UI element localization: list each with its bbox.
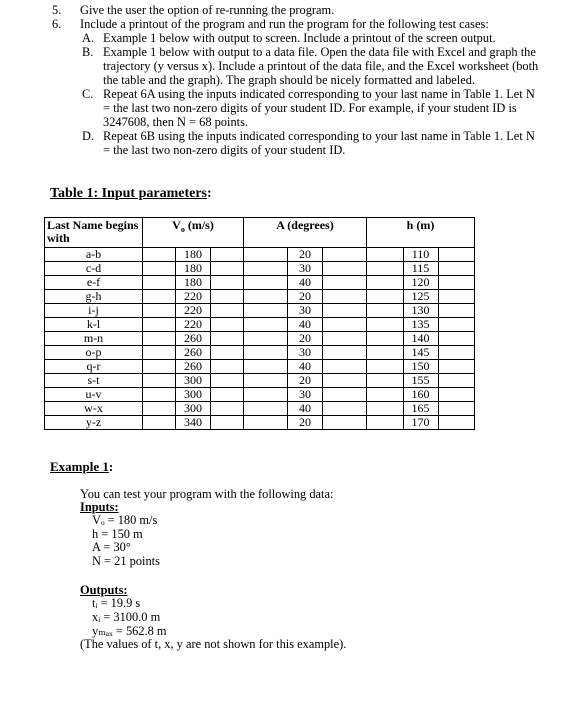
input-parameters-table (44, 217, 475, 430)
subitem-c-line: = the last two non-zero digits of your student ID. For example, if your student ID is (103, 101, 517, 115)
cell-last-name: w-x (45, 402, 143, 416)
cell-angle-value: 40 (287, 360, 323, 373)
cell-angle-value: 40 (287, 318, 323, 331)
output-note: (The values of t, x, y are not shown for this example). (80, 637, 347, 651)
cell-last-name: m-n (45, 332, 143, 346)
cell-angle (244, 346, 367, 360)
cell-height-value: 110 (403, 248, 439, 261)
cell-velocity (143, 318, 244, 332)
cell-velocity (143, 276, 244, 290)
subitem-b-letter: B. (82, 45, 94, 59)
cell-height (367, 402, 475, 416)
cell-angle (244, 360, 367, 374)
input-velocity: Vₒ = 180 m/s (92, 513, 158, 527)
cell-angle-value: 20 (287, 248, 323, 261)
cell-last-name: c-d (45, 262, 143, 276)
cell-angle-value: 20 (287, 416, 323, 429)
cell-angle (244, 248, 367, 262)
table-title (50, 187, 212, 201)
cell-height-value: 120 (403, 276, 439, 289)
cell-height (367, 318, 475, 332)
cell-angle (244, 374, 367, 388)
table-row (45, 276, 475, 290)
cell-velocity (143, 248, 244, 262)
subitem-d-line: = the last two non-zero digits of your student ID. (103, 143, 346, 157)
cell-velocity (143, 290, 244, 304)
cell-velocity-value: 340 (175, 416, 211, 429)
example-title-text: Example 1 (50, 459, 109, 474)
header-velocity-unit: (m/s) (184, 218, 214, 232)
cell-velocity (143, 402, 244, 416)
cell-velocity-value: 180 (175, 276, 211, 289)
cell-height (367, 248, 475, 262)
table-row (45, 304, 475, 318)
subitem-b-line: Example 1 below with output to a data file. Open the data file with Excel and graph the (103, 45, 536, 59)
cell-angle (244, 332, 367, 346)
table-header-row (45, 218, 475, 248)
example-title-colon: : (108, 459, 114, 474)
output-ymax: yₘₐₓ = 562.8 m (92, 624, 167, 638)
subitem-c-letter: C. (82, 87, 94, 101)
cell-height-value: 170 (403, 416, 439, 429)
cell-velocity-value: 180 (175, 262, 211, 275)
table-row (45, 374, 475, 388)
cell-height-value: 150 (403, 360, 439, 373)
header-velocity-symbol: V (172, 218, 181, 232)
cell-last-name: u-v (45, 388, 143, 402)
subitem-b-line: the table and the graph). The graph should be nicely formatted and labeled. (103, 73, 476, 87)
cell-height (367, 416, 475, 430)
input-height: h = 150 m (92, 527, 143, 541)
cell-angle-value: 40 (287, 402, 323, 415)
cell-last-name: g-h (45, 290, 143, 304)
cell-angle-value: 30 (287, 304, 323, 317)
cell-angle (244, 262, 367, 276)
table-row (45, 388, 475, 402)
header-velocity (143, 218, 244, 248)
cell-height (367, 304, 475, 318)
cell-height-value: 165 (403, 402, 439, 415)
header-last-name: Last Name begins with (45, 218, 143, 248)
cell-velocity (143, 360, 244, 374)
example-title (50, 460, 113, 474)
output-x: xᵢ = 3100.0 m (92, 610, 161, 624)
item-6-text: Include a printout of the program and run the program for the following test cases: (80, 17, 489, 31)
subitem-d-letter: D. (82, 129, 95, 143)
cell-velocity-value: 300 (175, 388, 211, 401)
cell-last-name: s-t (45, 374, 143, 388)
subitem-a-letter: A. (82, 31, 95, 45)
cell-angle (244, 416, 367, 430)
cell-velocity-value: 300 (175, 374, 211, 387)
subitem-c-line: Repeat 6A using the inputs indicated corresponding to your last name in Table 1. Let N (103, 87, 535, 101)
subitem-a-line: Example 1 below with output to screen. Include a printout of the screen output. (103, 31, 496, 45)
input-points: N = 21 points (92, 554, 160, 568)
cell-height (367, 262, 475, 276)
cell-angle (244, 388, 367, 402)
cell-angle-value: 30 (287, 346, 323, 359)
cell-height (367, 346, 475, 360)
cell-velocity-value: 220 (175, 318, 211, 331)
table-row (45, 402, 475, 416)
header-angle: A (degrees) (244, 218, 367, 248)
cell-velocity (143, 332, 244, 346)
cell-angle (244, 276, 367, 290)
cell-height (367, 332, 475, 346)
cell-angle-value: 30 (287, 388, 323, 401)
example-intro: You can test your program with the following data: (80, 487, 334, 501)
table-row (45, 416, 475, 430)
cell-angle-value: 20 (287, 290, 323, 303)
output-time: tᵢ = 19.9 s (92, 596, 141, 610)
cell-last-name: q-r (45, 360, 143, 374)
item-5-text: Give the user the option of re-running the program. (80, 3, 335, 17)
header-height: h (m) (367, 218, 475, 248)
cell-angle-value: 20 (287, 332, 323, 345)
cell-velocity-value: 180 (175, 248, 211, 261)
cell-height (367, 360, 475, 374)
cell-velocity-value: 220 (175, 290, 211, 303)
table-row (45, 360, 475, 374)
table-row (45, 290, 475, 304)
cell-height (367, 374, 475, 388)
cell-velocity (143, 374, 244, 388)
cell-velocity-value: 260 (175, 346, 211, 359)
cell-height-value: 160 (403, 388, 439, 401)
inputs-label: Inputs: (80, 500, 119, 514)
cell-height (367, 290, 475, 304)
cell-angle (244, 318, 367, 332)
table-row (45, 346, 475, 360)
cell-velocity (143, 388, 244, 402)
cell-height-value: 115 (403, 262, 439, 275)
cell-angle-value: 30 (287, 262, 323, 275)
cell-last-name: a-b (45, 248, 143, 262)
subitem-c-line: 3247608, then N = 68 points. (103, 115, 249, 129)
table-title-colon: : (207, 186, 212, 201)
cell-velocity-value: 260 (175, 360, 211, 373)
cell-velocity (143, 416, 244, 430)
input-angle: A = 30° (92, 540, 131, 554)
cell-velocity-value: 300 (175, 402, 211, 415)
table-row (45, 332, 475, 346)
item-6-number: 6. (52, 17, 62, 31)
subitem-b-line: trajectory (y versus x). Include a printout of the data file, and the Excel worksheet (both (103, 59, 539, 73)
cell-height-value: 145 (403, 346, 439, 359)
cell-height (367, 276, 475, 290)
cell-velocity (143, 262, 244, 276)
table-row (45, 262, 475, 276)
table-title-text: Table 1: Input parameters (50, 186, 207, 201)
cell-angle-value: 40 (287, 276, 323, 289)
item-5-number: 5. (52, 3, 62, 17)
cell-last-name: e-f (45, 276, 143, 290)
cell-height-value: 135 (403, 318, 439, 331)
cell-height-value: 140 (403, 332, 439, 345)
table-row (45, 318, 475, 332)
cell-angle-value: 20 (287, 374, 323, 387)
cell-angle (244, 304, 367, 318)
cell-height-value: 125 (403, 290, 439, 303)
table-row (45, 248, 475, 262)
cell-height-value: 130 (403, 304, 439, 317)
outputs-label: Outputs: (80, 583, 128, 597)
subitem-d-line: Repeat 6B using the inputs indicated corresponding to your last name in Table 1. Let N (103, 129, 535, 143)
cell-angle (244, 402, 367, 416)
cell-height-value: 155 (403, 374, 439, 387)
cell-velocity (143, 304, 244, 318)
cell-last-name: y-z (45, 416, 143, 430)
cell-last-name: i-j (45, 304, 143, 318)
cell-angle (244, 290, 367, 304)
cell-velocity-value: 260 (175, 332, 211, 345)
cell-velocity (143, 346, 244, 360)
cell-last-name: k-l (45, 318, 143, 332)
cell-velocity-value: 220 (175, 304, 211, 317)
header-velocity-subscript: o (180, 225, 185, 234)
cell-height (367, 388, 475, 402)
cell-last-name: o-p (45, 346, 143, 360)
